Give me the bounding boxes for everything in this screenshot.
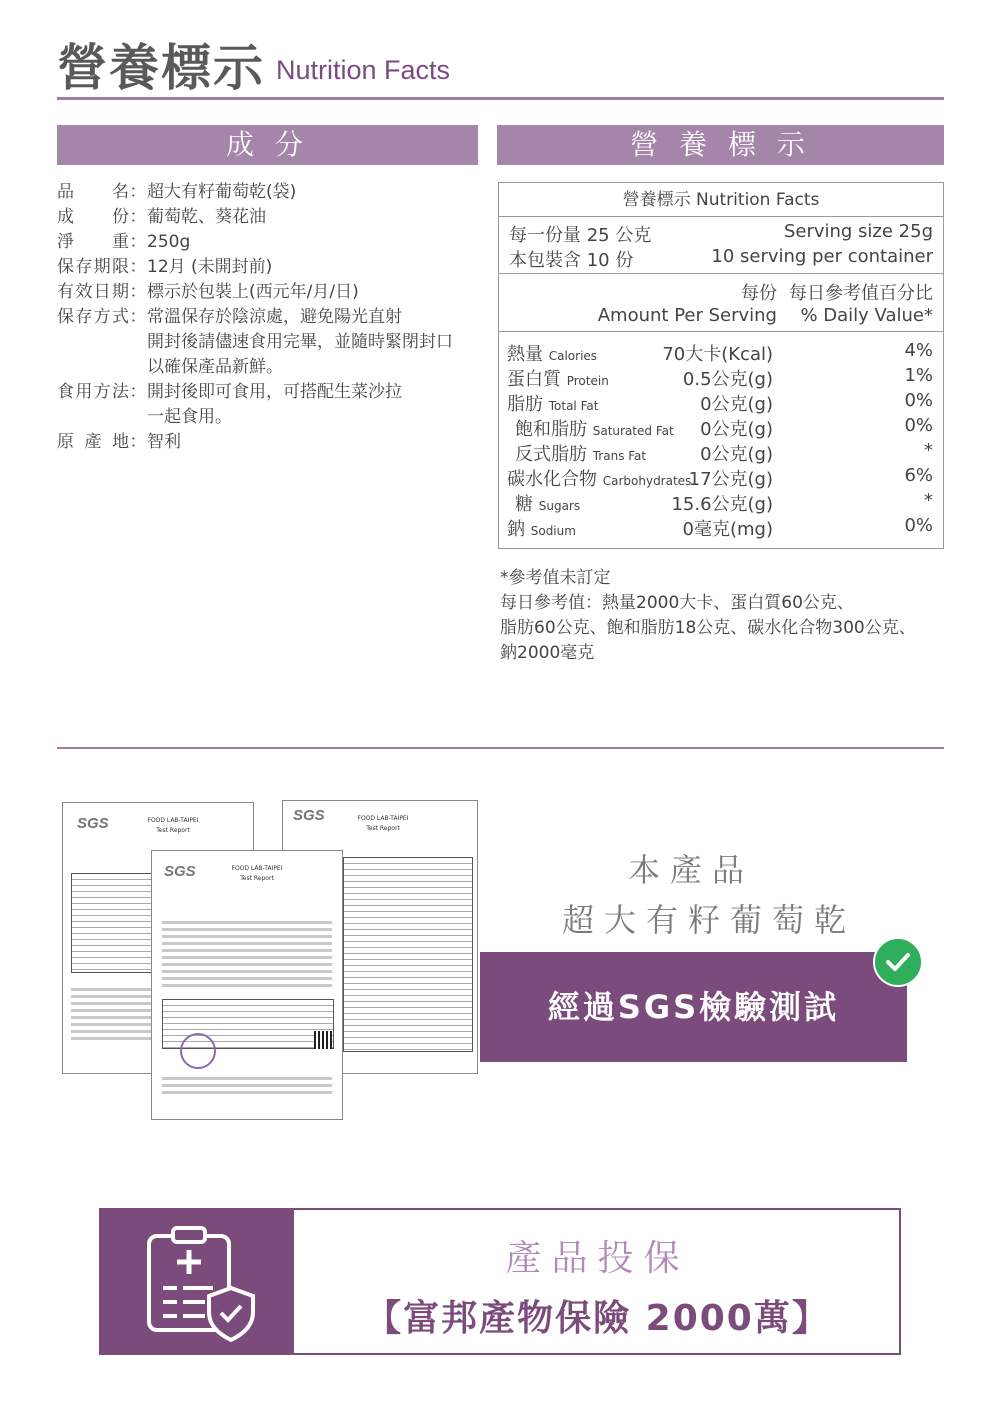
lab-name: FOOD LAB-TAIPEI (147, 817, 199, 824)
report-label: Test Report (240, 875, 274, 882)
check-icon (873, 937, 923, 987)
nutrient-amount: 0.5公克(g) (682, 369, 773, 390)
nutrient-name (507, 390, 598, 416)
section-divider (57, 747, 944, 749)
nutrient-name (515, 490, 580, 516)
nutrient-amount: 17公克(g) (688, 469, 773, 490)
ingredient-label: 品名 (57, 182, 129, 202)
nutrient-name-en: Carbohydrates (602, 474, 692, 488)
ingredient-row (57, 180, 477, 205)
nutrient-row (499, 390, 943, 415)
product-name: 超大有籽葡萄乾 (562, 901, 857, 939)
ingredient-colon (129, 330, 147, 355)
nutrient-row (499, 465, 943, 490)
nutrition-notes (500, 566, 940, 666)
note-line: 每日參考值：熱量2000大卡、蛋白質60公克、 (500, 593, 854, 613)
ingredient-colon: ： (129, 182, 147, 202)
note-line: *參考值未訂定 (500, 568, 611, 588)
nutrient-name (515, 440, 646, 466)
nutrient-name-en: Saturated Fat (592, 424, 674, 438)
container-count-en: 10 serving per container (711, 246, 933, 267)
nutrition-rows (499, 332, 943, 540)
nutrient-name-en: Sugars (538, 499, 581, 513)
ingredient-row (57, 205, 477, 230)
nutrient-name-en: Protein (566, 374, 609, 388)
nutrition-facts-table (498, 182, 944, 549)
nutrient-name-zh: 蛋白質 (507, 369, 561, 390)
ingredient-colon (129, 405, 147, 430)
insurance-title: 產品投保 (505, 1238, 690, 1279)
sgs-seal-icon (180, 1033, 216, 1069)
product-intro: 本產品 (628, 851, 755, 889)
ingredient-label (57, 330, 129, 355)
nutrition-table-title: 營養標示 Nutrition Facts (499, 183, 943, 217)
nutrient-daily-pct: 0% (904, 515, 933, 536)
ingredient-value: 12月 (未開封前) (147, 257, 273, 277)
ingredient-row (57, 355, 477, 380)
ingredient-row (57, 430, 477, 455)
page-subtitle: Nutrition Facts (276, 55, 451, 85)
sgs-report-doc-3 (151, 850, 343, 1120)
ingredients-section-bar: 成 分 (57, 125, 478, 165)
ingredient-row (57, 405, 477, 430)
report-text (162, 1077, 332, 1098)
lab-name: FOOD LAB-TAIPEI (231, 865, 283, 872)
nutrient-daily-pct: 0% (904, 390, 933, 411)
nutrient-name-zh: 碳水化合物 (507, 469, 597, 490)
ingredient-colon: ： (129, 307, 147, 327)
ingredient-label: 食用方法 (57, 382, 129, 402)
nutrient-row (499, 490, 943, 515)
nutrient-name (507, 340, 597, 366)
nutrient-daily-pct: 6% (904, 465, 933, 486)
ingredient-value: 智利 (147, 432, 181, 452)
ingredient-label: 有效日期 (57, 282, 129, 302)
nutrient-name (507, 365, 609, 391)
ingredient-row (57, 280, 477, 305)
nutrient-name-en: Total Fat (548, 399, 599, 413)
nutrient-name (515, 415, 674, 441)
nutrient-daily-pct: 4% (904, 340, 933, 361)
nutrient-name-en: Calories (548, 349, 598, 363)
ingredients-list (57, 180, 477, 455)
ingredient-value: 開封後即可食用，可搭配生菜沙拉 (147, 382, 402, 402)
report-label: Test Report (366, 825, 400, 832)
nutrient-name-en: Sodium (530, 524, 576, 538)
note-line: 脂肪60公克、飽和脂肪18公克、碳水化合物300公克、 (500, 618, 916, 638)
ingredient-colon: ： (129, 282, 147, 302)
serving-size-zh: 每一份量 25 公克 (509, 225, 652, 246)
page-title: 營養標示 (57, 38, 265, 97)
ingredient-label: 淨重 (57, 232, 129, 252)
nutrient-row (499, 365, 943, 390)
qr-code-icon (314, 1031, 332, 1049)
title-divider (57, 97, 944, 100)
note-line: 鈉2000毫克 (500, 643, 595, 663)
lab-name: FOOD LAB-TAIPEI (357, 815, 409, 822)
nutrition-header (499, 274, 943, 332)
ingredient-colon: ： (129, 432, 147, 452)
nutrient-name-zh: 鈉 (507, 519, 525, 540)
nutrient-daily-pct: 0% (904, 415, 933, 436)
ingredient-row (57, 255, 477, 280)
ingredient-colon: ： (129, 232, 147, 252)
sgs-logo: SGS (77, 815, 109, 832)
per-serving-zh: 每份 (741, 283, 777, 304)
ingredient-label (57, 355, 129, 380)
report-label: Test Report (156, 827, 190, 834)
serving-size-en: Serving size 25g (783, 221, 933, 242)
insurance-detail: 【富邦產物保險 2000萬】 (365, 1298, 830, 1339)
ingredient-colon (129, 355, 147, 380)
nutrient-daily-pct: 1% (904, 365, 933, 386)
container-count-zh: 本包裝含 10 份 (509, 250, 634, 271)
nutrient-row (499, 515, 943, 540)
ingredient-label: 成份 (57, 207, 129, 227)
nutrient-name-zh: 飽和脂肪 (515, 419, 587, 440)
ingredient-label (57, 405, 129, 430)
sgs-tested-banner: 經過SGS檢驗測試 (480, 952, 907, 1062)
ingredient-value: 標示於包裝上(西元年/月/日) (147, 282, 359, 302)
ingredient-value: 250g (147, 232, 191, 252)
sgs-logo: SGS (293, 807, 325, 824)
insurance-box (99, 1208, 901, 1355)
ingredient-row (57, 230, 477, 255)
ingredient-value: 開封後請儘速食用完畢，並隨時緊閉封口 (147, 332, 453, 352)
nutrient-amount: 15.6公克(g) (671, 494, 773, 515)
nutrient-row (499, 440, 943, 465)
per-serving-en: Amount Per Serving (597, 305, 777, 326)
ingredient-value: 葡萄乾、葵花油 (147, 207, 266, 227)
nutrient-row (499, 340, 943, 365)
nutrient-daily-pct: * (924, 490, 933, 511)
report-table (71, 873, 161, 973)
ingredient-label: 保存方式 (57, 307, 129, 327)
ingredient-row (57, 330, 477, 355)
nutrient-name-zh: 反式脂肪 (515, 444, 587, 465)
nutrition-section-bar: 營 養 標 示 (497, 125, 944, 165)
ingredient-value: 超大有籽葡萄乾(袋) (147, 182, 297, 202)
report-text (162, 921, 332, 991)
ingredient-colon: ： (129, 257, 147, 277)
clipboard-shield-icon (101, 1210, 294, 1353)
ingredient-value: 常溫保存於陰涼處，避免陽光直射 (147, 307, 402, 327)
nutrient-name-zh: 熱量 (507, 344, 543, 365)
ingredient-row (57, 305, 477, 330)
nutrient-name-zh: 脂肪 (507, 394, 543, 415)
nutrient-name (507, 515, 576, 541)
report-table (343, 857, 473, 1052)
ingredient-value: 一起食用。 (147, 407, 232, 427)
nutrient-name-en: Trans Fat (592, 449, 647, 463)
nutrient-amount: 0公克(g) (700, 444, 773, 465)
nutrient-daily-pct: * (924, 440, 933, 461)
daily-value-zh: 每日參考值百分比 (789, 283, 933, 304)
nutrient-amount: 0公克(g) (700, 419, 773, 440)
nutrient-amount: 0毫克(mg) (682, 519, 773, 540)
nutrient-amount: 70大卡(Kcal) (662, 344, 773, 365)
ingredient-label: 保存期限 (57, 257, 129, 277)
ingredient-label: 原產地 (57, 432, 129, 452)
nutrient-name-zh: 糖 (515, 494, 533, 515)
ingredient-row (57, 380, 477, 405)
ingredient-value: 以確保產品新鮮。 (147, 357, 283, 377)
ingredient-colon: ： (129, 382, 147, 402)
serving-info (499, 217, 943, 274)
ingredient-colon: ： (129, 207, 147, 227)
nutrient-amount: 0公克(g) (700, 394, 773, 415)
insurance-icon-panel (101, 1210, 294, 1353)
daily-value-en: % Daily Value* (800, 305, 933, 326)
nutrient-row (499, 415, 943, 440)
sgs-logo: SGS (164, 863, 196, 880)
nutrient-name (507, 465, 691, 491)
